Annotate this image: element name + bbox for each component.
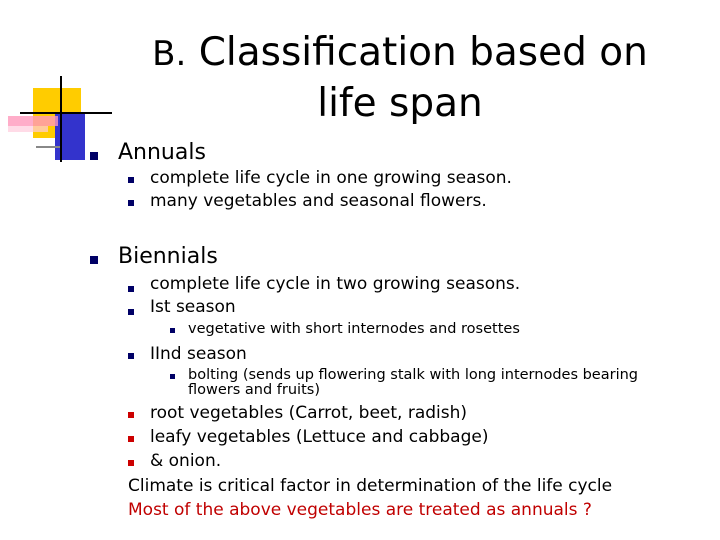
biennials-item-2-sub: vegetative with short internodes and rosettes — [188, 321, 520, 337]
example-item-1: root vegetables (Carrot, beet, radish) — [150, 403, 468, 423]
bullet-icon — [128, 200, 134, 206]
decor-pink-bar — [8, 116, 58, 126]
slide-title — [90, 28, 710, 129]
example-item-2: leafy vegetables (Lettuce and cabbage) — [150, 427, 489, 447]
bullet-icon — [128, 177, 134, 183]
decor-pink-bar-light — [8, 126, 48, 132]
question-line: Most of the above vegetables are treated as annuals ? — [128, 500, 592, 520]
title-line-2: life span — [317, 81, 483, 126]
annuals-heading: Annuals — [118, 140, 206, 165]
climate-line: Climate is critical factor in determination of the life cycle — [128, 476, 613, 496]
biennials-item-3-sub-line-1: bolting (sends up flowering stalk with long internodes bearing — [188, 367, 639, 383]
biennials-item-3-sub-line-2: flowers and fruits) — [188, 382, 320, 398]
title-line-1: Classification based on — [198, 30, 648, 75]
title-prefix: B. — [152, 34, 187, 74]
bullet-icon — [128, 286, 134, 292]
decor-vertical-line — [60, 76, 62, 162]
annuals-item-2: many vegetables and seasonal flowers. — [150, 191, 487, 211]
bullet-icon — [170, 374, 175, 379]
biennials-item-1: complete life cycle in two growing seasons. — [150, 274, 521, 294]
red-bullet-icon — [128, 436, 134, 442]
bullet-icon — [90, 256, 98, 264]
decor-bottom-line — [36, 146, 60, 148]
bullet-icon — [128, 353, 134, 359]
red-bullet-icon — [128, 412, 134, 418]
example-item-3: & onion. — [150, 451, 222, 471]
bullet-icon — [128, 309, 134, 315]
bullet-icon — [90, 152, 98, 160]
annuals-item-1: complete life cycle in one growing season. — [150, 168, 512, 188]
bullet-icon — [170, 328, 175, 333]
biennials-item-3: IInd season — [150, 344, 247, 364]
biennials-heading: Biennials — [118, 244, 218, 269]
red-bullet-icon — [128, 460, 134, 466]
biennials-item-2: Ist season — [150, 297, 236, 317]
